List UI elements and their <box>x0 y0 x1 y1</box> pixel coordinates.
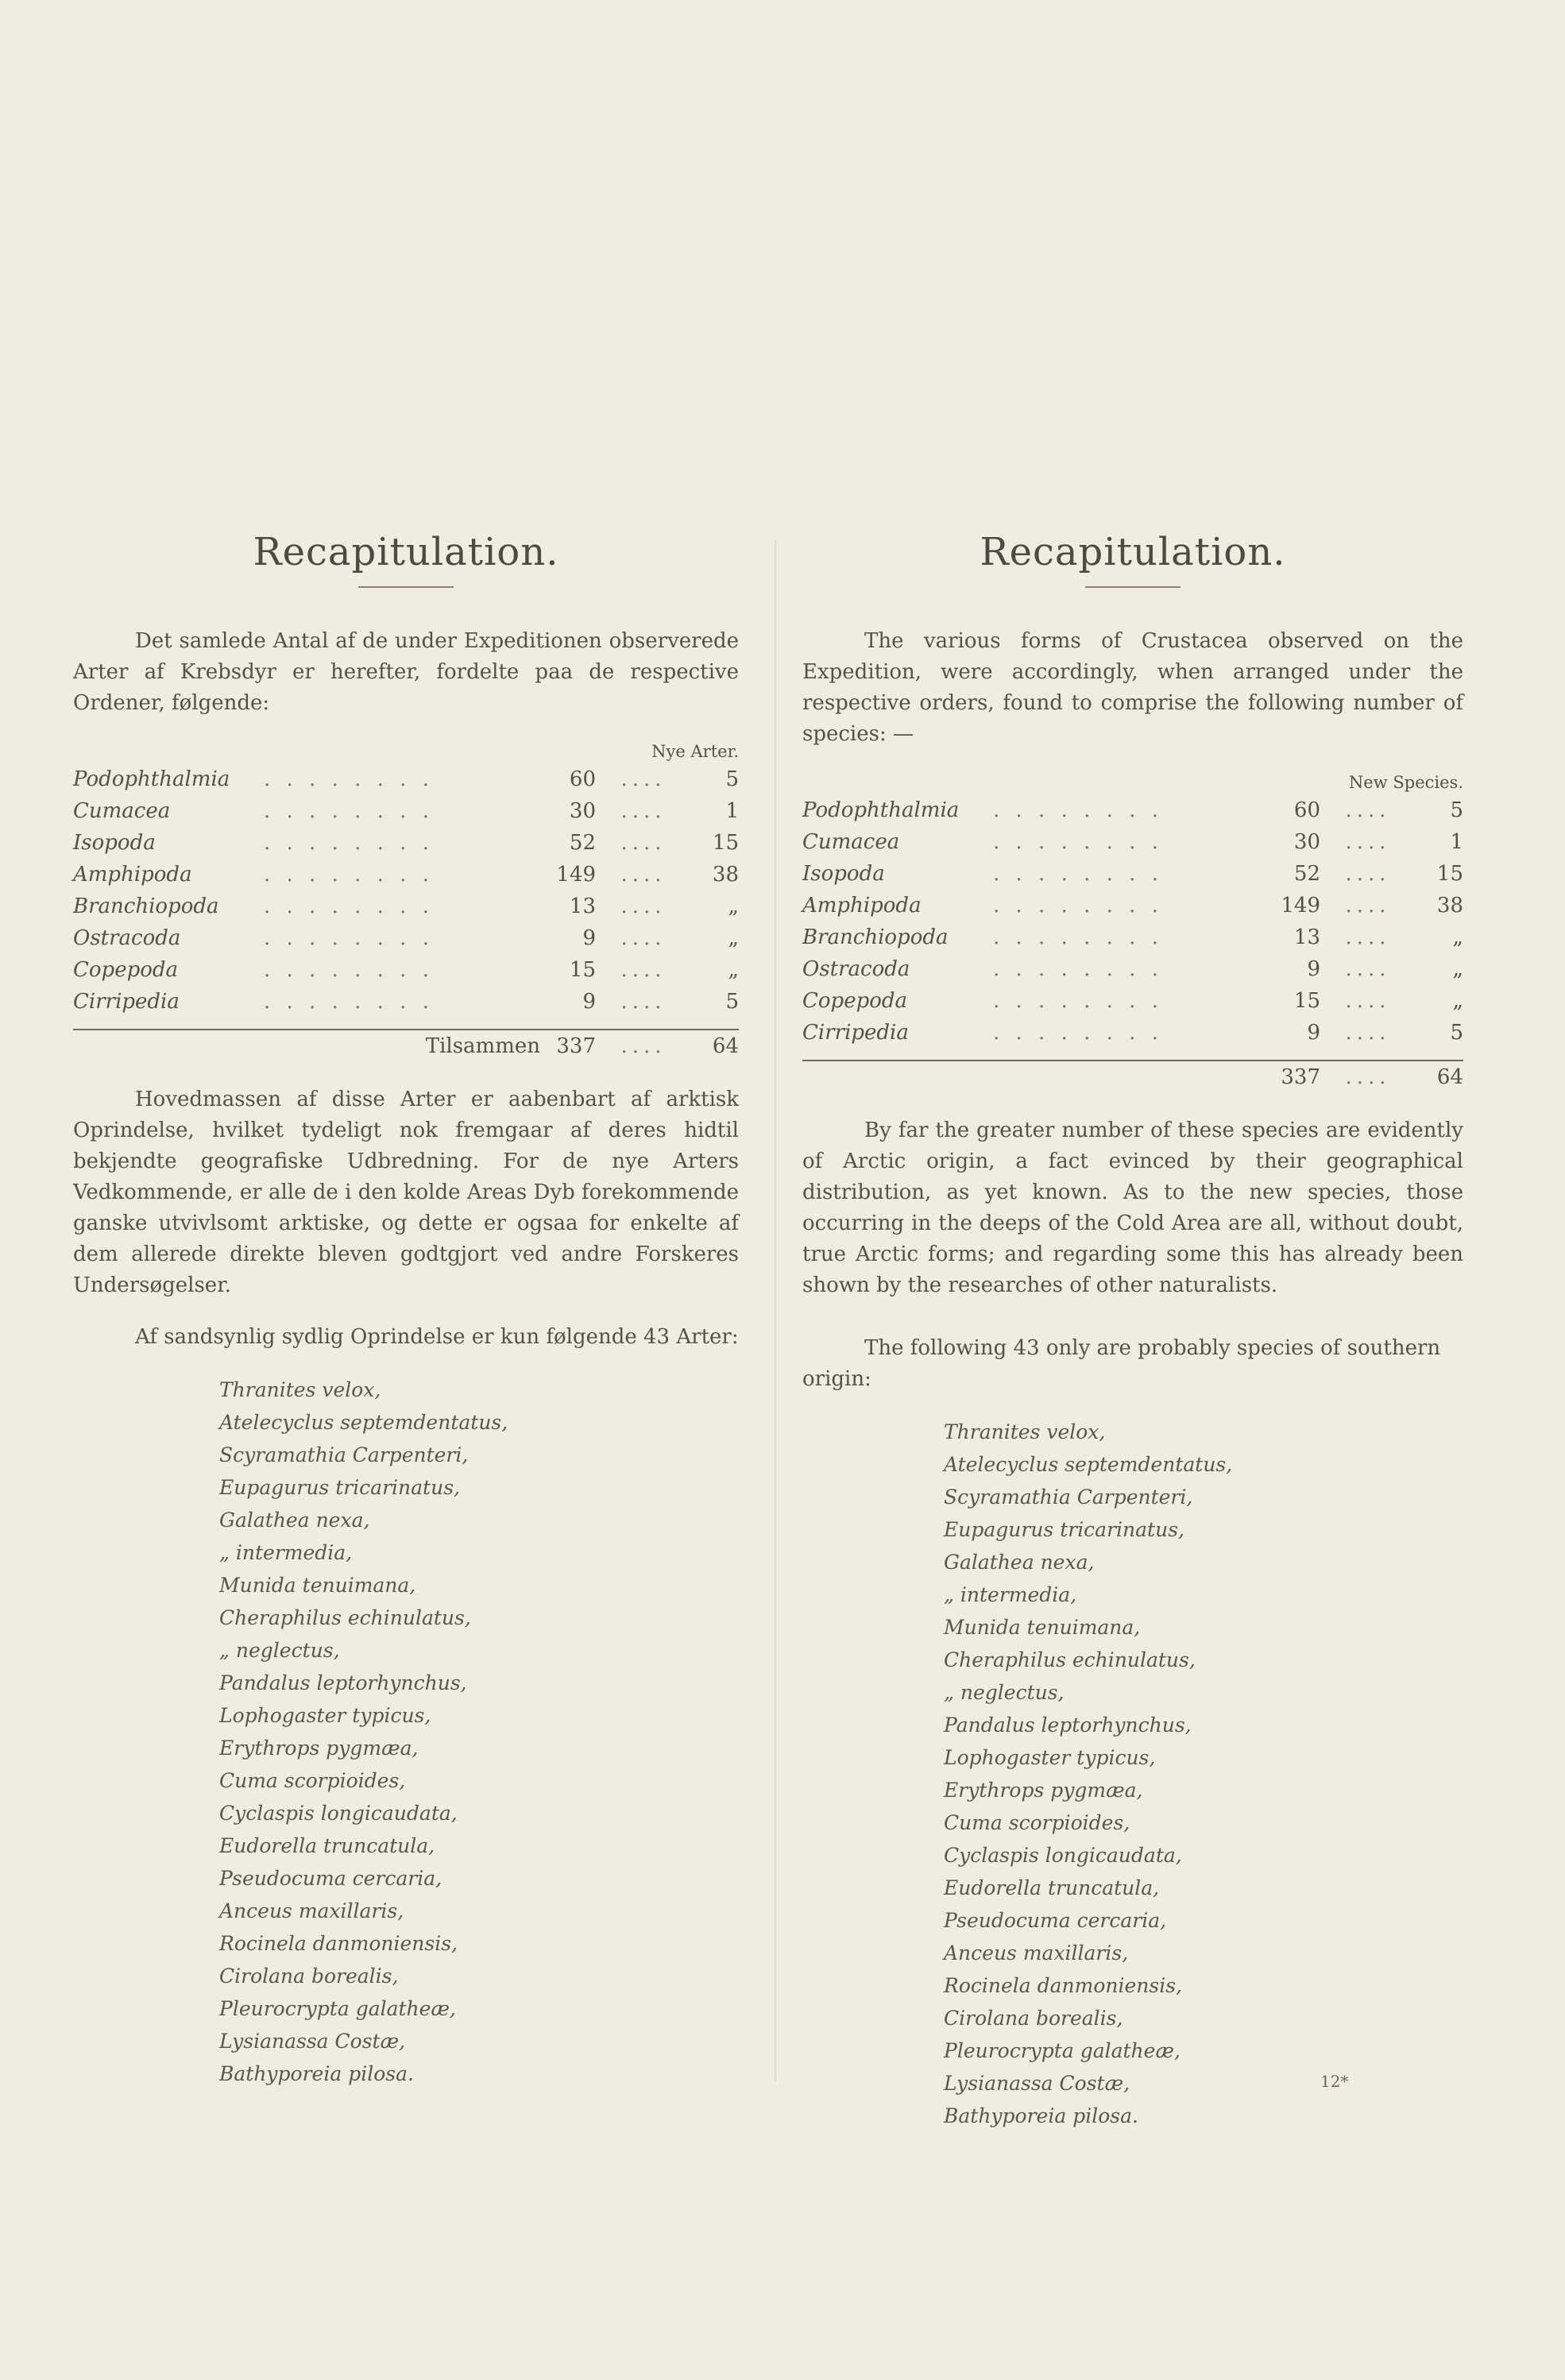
left-total-label: Tilsammen <box>425 1034 540 1058</box>
species-item: Eupagurus tricarinatus, <box>219 1476 460 1499</box>
species-item: Lophogaster typicus, <box>944 1746 1156 1769</box>
species-count: 9 <box>1307 1021 1320 1045</box>
table-row <box>802 858 1463 890</box>
order-name: Ostracoda <box>73 926 181 950</box>
species-item: Atelecyclus septemdentatus, <box>219 1411 508 1434</box>
leader-dots: .... <box>620 894 667 918</box>
right-para-1: By far the greater number of these species are evidently of Arctic origin, a fact evinced by their geographical distribution, as yet known. As to the new species, those occurring in the deeps of the Cold Area are all, without doubt, true Arctic forms; and regarding some this has already been shown by the researches of other naturalists. <box>802 1119 1463 1297</box>
species-item: Pandalus leptorhynchus, <box>219 1671 467 1694</box>
species-item: Bathyporeia pilosa. <box>944 2104 1138 2127</box>
left-species-list <box>73 1374 739 2090</box>
new-species-count: „ <box>728 958 739 982</box>
order-name: Isopoda <box>73 831 156 855</box>
leader-dots: .... <box>1345 989 1391 1013</box>
leader-dots: . . . . . . . . <box>264 799 434 823</box>
new-species-count: „ <box>1452 925 1463 949</box>
species-count: 149 <box>556 863 596 887</box>
page-number: 12* <box>1320 2072 1349 2091</box>
species-count: 9 <box>582 990 596 1014</box>
left-total-dots: .... <box>620 1034 667 1058</box>
species-item: Lophogaster typicus, <box>219 1704 431 1727</box>
species-count: 13 <box>1293 925 1320 949</box>
species-item: Lysianassa Costæ, <box>219 2030 406 2053</box>
new-species-count: „ <box>1452 957 1463 981</box>
leader-dots: . . . . . . . . <box>993 862 1163 886</box>
species-item: Galathea nexa, <box>944 1551 1095 1574</box>
left-col-header: Nye Arter. <box>651 742 739 761</box>
leader-dots: .... <box>620 767 667 791</box>
species-count: 60 <box>569 767 596 791</box>
leader-dots: .... <box>620 799 667 823</box>
leader-dots: .... <box>620 926 667 950</box>
left-total-new: 64 <box>712 1034 739 1058</box>
new-species-count: 5 <box>1450 798 1463 822</box>
table-row <box>73 763 739 795</box>
species-item: Erythrops pygmæa, <box>944 1779 1143 1802</box>
order-name: Amphipoda <box>73 863 192 887</box>
table-row <box>802 921 1463 953</box>
species-count: 52 <box>1293 862 1320 886</box>
order-name: Amphipoda <box>802 894 922 918</box>
species-count: 13 <box>569 894 596 918</box>
new-species-count: „ <box>1452 989 1463 1013</box>
species-item: Galathea nexa, <box>219 1509 370 1532</box>
species-item: Thranites velox, <box>219 1378 381 1401</box>
leader-dots: . . . . . . . . <box>264 990 434 1014</box>
order-name: Copepoda <box>73 958 179 982</box>
species-count: 9 <box>1307 957 1320 981</box>
order-name: Isopoda <box>802 862 885 886</box>
species-item: „ neglectus, <box>219 1639 340 1662</box>
species-item: Thranites velox, <box>944 1420 1106 1443</box>
table-row <box>73 795 739 827</box>
species-count: 30 <box>1293 830 1320 854</box>
table-row <box>73 986 739 1018</box>
species-item: Pleurocrypta galatheæ, <box>944 2039 1181 2062</box>
new-species-count: „ <box>728 926 739 950</box>
species-item: Cuma scorpioides, <box>219 1769 406 1792</box>
leader-dots: .... <box>620 958 667 982</box>
table-row <box>73 859 739 891</box>
order-name: Copepoda <box>802 989 908 1013</box>
table-row <box>73 827 739 859</box>
species-count: 52 <box>569 831 596 855</box>
right-total-row <box>802 1061 1463 1093</box>
left-heading-rule <box>358 586 454 588</box>
species-item: „ intermedia, <box>219 1541 353 1564</box>
leader-dots: . . . . . . . . <box>993 1021 1163 1045</box>
species-item: Erythrops pygmæa, <box>219 1737 419 1760</box>
leader-dots: . . . . . . . . <box>264 926 434 950</box>
column-divider <box>775 540 776 2081</box>
order-name: Ostracoda <box>802 957 910 981</box>
leader-dots: . . . . . . . . <box>993 989 1163 1013</box>
species-item: Cirolana borealis, <box>219 1965 399 1988</box>
leader-dots: . . . . . . . . <box>264 894 434 918</box>
species-item: Munida tenuimana, <box>944 1616 1141 1639</box>
danish-column <box>73 524 739 2090</box>
leader-dots: . . . . . . . . <box>993 957 1163 981</box>
leader-dots: .... <box>1345 798 1391 822</box>
order-name: Branchiopoda <box>802 925 949 949</box>
table-row <box>802 953 1463 985</box>
leader-dots: .... <box>1345 925 1391 949</box>
right-species-list <box>802 1416 1463 2132</box>
species-item: Cyclaspis longicaudata, <box>219 1802 458 1825</box>
table-row <box>802 794 1463 826</box>
left-table <box>73 763 739 1018</box>
order-name: Branchiopoda <box>73 894 219 918</box>
species-item: Pandalus leptorhynchus, <box>944 1714 1192 1737</box>
table-row <box>73 954 739 986</box>
leader-dots: . . . . . . . . <box>264 863 434 887</box>
species-item: Pseudocuma cercaria, <box>944 1909 1167 1932</box>
leader-dots: . . . . . . . . <box>993 830 1163 854</box>
species-item: Scyramathia Carpenteri, <box>219 1443 469 1466</box>
leader-dots: .... <box>1345 862 1391 886</box>
new-species-count: „ <box>728 894 739 918</box>
left-heading: Recapitulation. <box>253 530 559 574</box>
species-item: „ neglectus, <box>944 1681 1065 1704</box>
species-item: Anceus maxillaris, <box>219 1899 404 1922</box>
leader-dots: .... <box>1345 894 1391 918</box>
species-item: Rocinela danmoniensis, <box>944 1974 1182 1997</box>
species-item: Cuma scorpioides, <box>944 1811 1130 1834</box>
leader-dots: .... <box>1345 830 1391 854</box>
order-name: Podophthalmia <box>73 767 230 791</box>
species-item: Eupagurus tricarinatus, <box>944 1518 1184 1541</box>
left-para-1: Hovedmassen af disse Arter er aabenbart af arktisk Oprindelse, hvilket tydeligt nok fremgaar af deres hidtil bekjendte geografiske Udbredning. For de nye Arters Vedkommende, er alle de i den kolde Areas Dyb forekommende ganske utvivlsomt arktiske, og dette er ogsaa for enkelte af dem allerede direkte bleven godtgjort ved andre Forskeres Undersøgelser. <box>73 1088 739 1297</box>
order-name: Cirripedia <box>73 990 180 1014</box>
species-item: Rocinela danmoniensis, <box>219 1932 458 1955</box>
leader-dots: .... <box>620 990 667 1014</box>
species-item: Munida tenuimana, <box>219 1574 416 1597</box>
new-species-count: 1 <box>725 799 739 823</box>
species-item: Eudorella truncatula, <box>944 1876 1160 1899</box>
species-count: 9 <box>582 926 596 950</box>
species-item: Pseudocuma cercaria, <box>219 1867 442 1890</box>
leader-dots: .... <box>1345 957 1391 981</box>
left-para-2: Af sandsynlig sydlig Oprindelse er kun følgende 43 Arter: <box>135 1325 739 1349</box>
table-row <box>802 826 1463 858</box>
english-column <box>802 524 1463 2132</box>
species-count: 149 <box>1281 894 1320 918</box>
species-item: „ intermedia, <box>944 1583 1077 1606</box>
species-item: Pleurocrypta galatheæ, <box>219 1997 456 2020</box>
species-item: Scyramathia Carpenteri, <box>944 1486 1193 1509</box>
table-row <box>73 891 739 922</box>
right-para-2: The following 43 only are probably species of southern origin: <box>802 1336 1441 1391</box>
leader-dots: . . . . . . . . <box>264 958 434 982</box>
species-item: Bathyporeia pilosa. <box>219 2062 414 2085</box>
leader-dots: .... <box>1345 1021 1391 1045</box>
species-item: Cheraphilus echinulatus, <box>219 1606 471 1629</box>
right-table <box>802 794 1463 1049</box>
species-item: Eudorella truncatula, <box>219 1834 435 1857</box>
left-total-count: 337 <box>556 1034 596 1058</box>
table-row <box>802 890 1463 921</box>
order-name: Cirripedia <box>802 1021 909 1045</box>
new-species-count: 5 <box>725 767 739 791</box>
right-intro: The various forms of Crustacea observed on the Expedition, were accordingly, when arranged under the respective orders, found to comprise the following number of species: — <box>802 629 1463 746</box>
order-name: Cumacea <box>73 799 171 823</box>
species-item: Cyclaspis longicaudata, <box>944 1844 1182 1867</box>
species-count: 15 <box>1293 989 1320 1013</box>
leader-dots: . . . . . . . . <box>993 798 1163 822</box>
species-item: Cheraphilus echinulatus, <box>944 1648 1196 1671</box>
new-species-count: 15 <box>712 831 739 855</box>
right-heading: Recapitulation. <box>980 530 1286 574</box>
new-species-count: 5 <box>725 990 739 1014</box>
table-row <box>73 922 739 954</box>
left-intro: Det samlede Antal af de under Expeditionen observerede Arter af Krebsdyr er herefter, fordelte paa de respective Ordener, følgende: <box>73 629 739 715</box>
leader-dots: . . . . . . . . <box>993 925 1163 949</box>
leader-dots: .... <box>620 863 667 887</box>
new-species-count: 1 <box>1450 830 1463 854</box>
species-count: 15 <box>569 958 596 982</box>
leader-dots: . . . . . . . . <box>993 894 1163 918</box>
order-name: Podophthalmia <box>802 798 960 822</box>
table-row <box>802 1017 1463 1049</box>
right-total-count: 337 <box>1281 1065 1320 1089</box>
order-name: Cumacea <box>802 830 900 854</box>
right-total-dots: .... <box>1345 1065 1391 1089</box>
right-total-new: 64 <box>1436 1065 1463 1089</box>
right-heading-rule <box>1085 586 1181 588</box>
species-count: 30 <box>569 799 596 823</box>
species-item: Cirolana borealis, <box>944 2007 1123 2030</box>
right-col-header: New Species. <box>1348 773 1463 792</box>
species-item: Lysianassa Costæ, <box>944 2072 1130 2095</box>
species-count: 60 <box>1293 798 1320 822</box>
leader-dots: .... <box>620 831 667 855</box>
new-species-count: 38 <box>712 863 739 887</box>
leader-dots: . . . . . . . . <box>264 767 434 791</box>
new-species-count: 38 <box>1436 894 1463 918</box>
new-species-count: 15 <box>1436 862 1463 886</box>
species-item: Atelecyclus septemdentatus, <box>944 1453 1233 1476</box>
table-row <box>802 985 1463 1017</box>
leader-dots: . . . . . . . . <box>264 831 434 855</box>
species-item: Anceus maxillaris, <box>944 1941 1129 1965</box>
left-total-row <box>73 1030 739 1062</box>
new-species-count: 5 <box>1450 1021 1463 1045</box>
